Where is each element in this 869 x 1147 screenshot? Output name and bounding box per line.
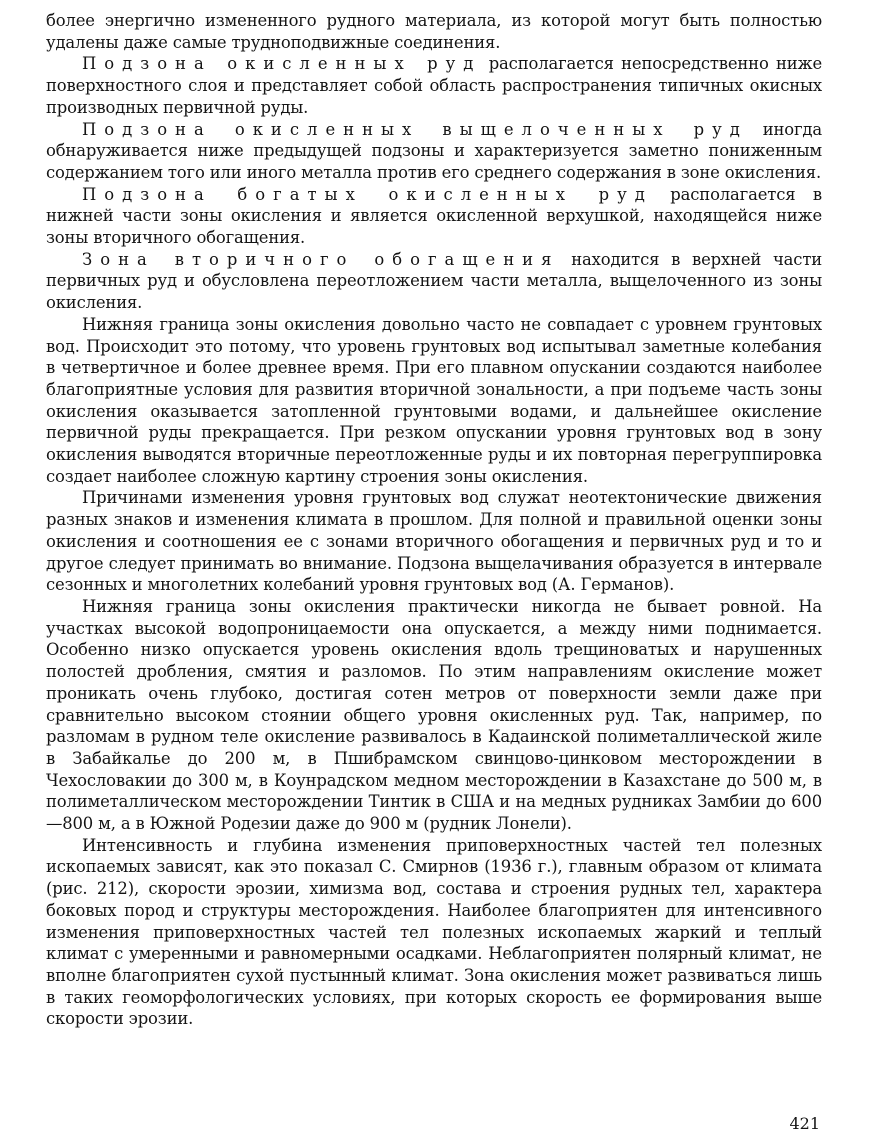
paragraph-text: иногда обнаруживается ниже предыдущей подзоны и характеризуется заметно пониженным содержанием того или иного металла против его среднего содержания в зоне окисления. [46, 119, 822, 182]
paragraph-7 [46, 487, 822, 596]
page-number: 421 [789, 1114, 820, 1133]
paragraph-8 [46, 596, 822, 835]
paragraph-text: Нижняя граница зоны окисления довольно часто не совпадает с уровнем грунтовых вод. Происходит это потому, что уровень грунтовых вод испытывал заметные колебания в четвертичное и более древнее время. При его плавном опускании создаются наиболее благоприятные условия для развития вторичной зональности, а при подъеме часть зоны окисления оказывается затопленной грунтовыми водами, и дальнейшее окисление первичной руды прекращается. При резком опускании уровня грунтовых вод в зону окисления выводятся вторичные переотложенные руды и их повторная перегруппировка создает наиболее сложную картину строения зоны окисления. [46, 314, 822, 486]
paragraph-text: более энергично измененного рудного материала, из которой могут быть полностью удалены даже самые трудноподвижные соединения. [46, 11, 822, 52]
paragraph-9 [46, 835, 822, 1030]
paragraph-text: Нижняя граница зоны окисления практически никогда не бывает ровной. На участках высокой водопроницаемости она опускается, а между ними поднимается. Особенно низко опускается уровень окисления вдоль трещиноватых и нарушенных полостей дробления, смятия и разломов. По этим направлениям окисление может проникать очень глубоко, достигая сотен метров от поверхности земли даже при сравнительно высоком стоянии общего уровня окисленных руд. Так, например, по разломам в рудном теле окисление развивалось в Кадаинской полиметаллической жиле в Забайкалье до 200 м, в Пшибрамском свинцово-цинковом месторождении в Чехословакии до 300 м, в Коунрадском медном месторождении в Казахстане до 500 м, в полиметаллическом месторождении Тинтик в США и на медных рудниках Замбии до 600—800 м, а в Южной Родезии даже до 900 м (рудник Лонели). [46, 596, 822, 834]
paragraph-text: Интенсивность и глубина изменения приповерхностных частей тел полезных ископаемых зависят, как это показал С. Смирнов (1936 г.), главным образом от климата (рис. 212), скорости эрозии, химизма вод, состава и строения рудных тел, характера боковых пород и структуры месторождения. Наиболее благоприятен для интенсивного изменения приповерхностных частей тел полезных ископаемых жаркий и теплый климат с умеренными и равномерными осадками. Неблагоприятен полярный климат, не вполне благоприятен сухой пустынный климат. Зона окисления может развиваться лишь в таких геоморфологических условиях, при которых скорость ее формирования выше скорости эрозии. [46, 835, 822, 1029]
paragraph-4 [46, 184, 822, 249]
paragraph-lead: Подзона окисленных руд [82, 54, 482, 74]
paragraph-text: находится в верхней части первичных руд и обусловлена переотложением части металла, выщелоченного из зоны окисления. [46, 249, 823, 313]
paragraph-lead: Подзона окисленных выщелоченных руд [82, 119, 748, 139]
paragraph-6 [46, 314, 822, 488]
body-text [46, 10, 822, 1030]
paragraph-text: располагается в нижней части зоны окисления и является окисленной верхушкой, находящейся ниже зоны вторичного обогащения. [46, 184, 822, 248]
paragraph-2 [46, 53, 822, 118]
paragraph-lead: Зона вторичного обогащения [82, 249, 560, 269]
paragraph-text: располагается непосредственно ниже поверхностного слоя и представляет собой область распространения типичных окисных производных первичной руды. [46, 54, 822, 117]
paragraph-3 [46, 119, 822, 184]
paragraph-1 [46, 10, 822, 53]
paragraph-5 [46, 249, 822, 314]
paragraph-text: Причинами изменения уровня грунтовых вод служат неотектонические движения разных знаков и изменения климата в прошлом. Для полной и правильной оценки зоны окисления и соотношения ее с зонами вторичного обогащения и первичных руд и то и другое следует принимать во внимание. Подзона выщелачивания образуется в интервале сезонных и многолетних колебаний уровня грунтовых вод (А. Германов). [46, 488, 822, 595]
paragraph-lead: Подзона богатых окисленных руд [82, 184, 653, 204]
